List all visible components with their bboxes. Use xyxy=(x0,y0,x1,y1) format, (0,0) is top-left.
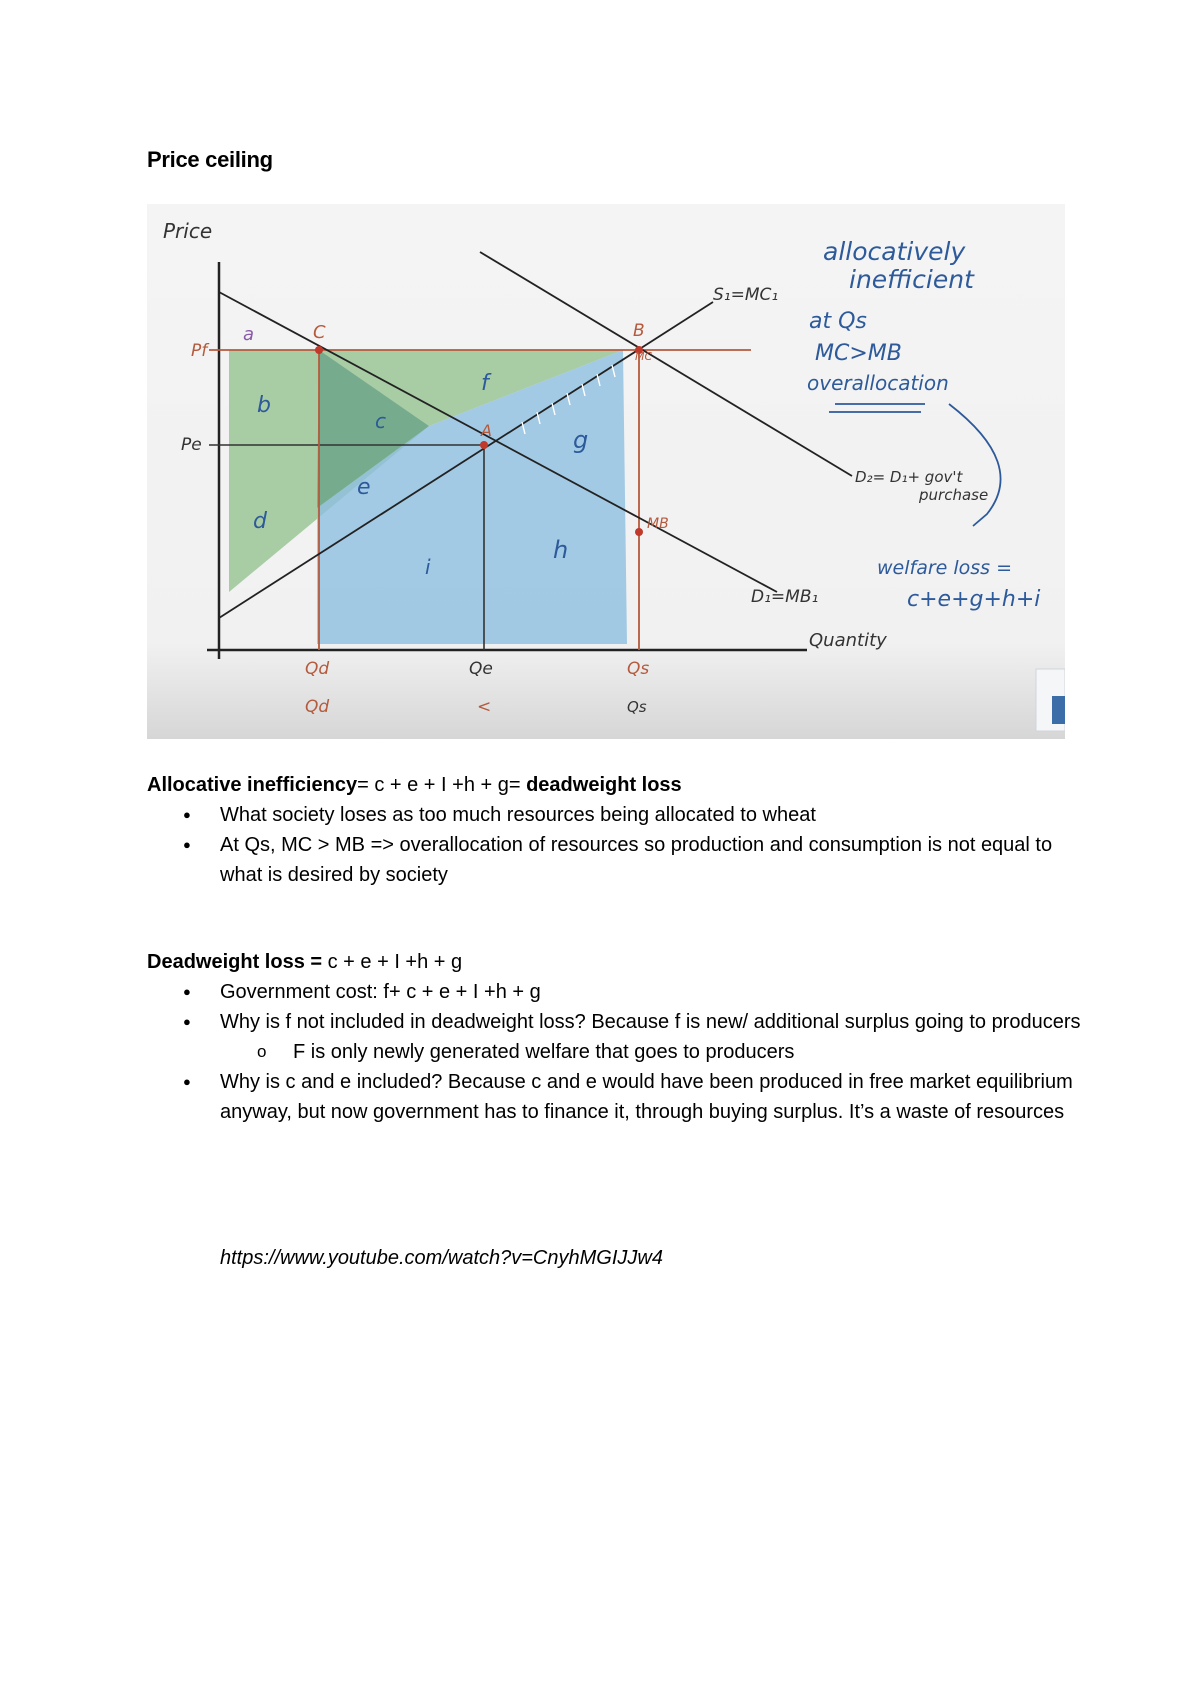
point-c xyxy=(315,346,323,354)
sub-list-item: o F is only newly generated welfare that goes to producers xyxy=(220,1037,1087,1067)
note-welfare-loss: welfare loss = xyxy=(877,557,1013,579)
note-mc-greater-mb: MC>MB xyxy=(815,341,902,366)
x-tick-qe: Qe xyxy=(469,659,493,679)
label-d2: D₂= D₁+ gov't xyxy=(855,468,963,486)
area-label-f: f xyxy=(481,371,489,396)
price-label-pf: Pf xyxy=(191,341,208,361)
label-point-b: B xyxy=(633,321,645,341)
x-axis-label: Quantity xyxy=(809,630,887,651)
area-label-c: c xyxy=(375,409,386,433)
list-item: ● At Qs, MC > MB => overallocation of resources so production and consumption is not equal to what is desired by society xyxy=(147,830,1087,890)
area-label-b: b xyxy=(257,393,271,418)
video-corner-logo xyxy=(1052,696,1065,724)
label-point-a: A xyxy=(481,421,492,440)
label-d2-purchase: purchase xyxy=(919,486,989,504)
x-tick-qd-below: Qd xyxy=(305,697,330,717)
point-mb xyxy=(635,528,643,536)
note-at-qs: at Qs xyxy=(809,309,867,334)
x-tick-qd: Qd xyxy=(305,659,330,679)
x-tick-qs: Qs xyxy=(627,659,650,679)
label-point-c: C xyxy=(313,322,326,343)
section2-bullets xyxy=(147,977,1087,1127)
section2-heading: Deadweight loss = c + e + I +h + g xyxy=(147,951,463,973)
area-label-g: g xyxy=(573,426,589,454)
area-label-e: e xyxy=(357,475,371,500)
list-item: ● Why is f not included in deadweight loss? Because f is new/ additional surplus going to producers xyxy=(147,1007,1087,1037)
x-tick-qs-below: Qs xyxy=(627,698,647,716)
price-ceiling-diagram xyxy=(147,204,1065,739)
area-label-h: h xyxy=(553,536,569,564)
price-label-pe: Pe xyxy=(181,435,202,455)
area-label-d: d xyxy=(253,509,267,534)
area-label-i: i xyxy=(425,555,431,579)
label-d1-mb1: D₁=MB₁ xyxy=(751,587,819,607)
list-item: ● What society loses as too much resources being allocated to wheat xyxy=(147,800,1087,830)
point-a xyxy=(480,441,488,449)
label-mc: MC xyxy=(635,350,653,363)
y-axis-label: Price xyxy=(163,219,213,243)
note-c-e-g-h-i: c+e+g+h+i xyxy=(907,587,1041,612)
area-label-a: a xyxy=(243,324,255,345)
diagram-svg xyxy=(147,204,1065,739)
section-deadweight-loss xyxy=(147,947,1087,1127)
sub-list-container xyxy=(147,1037,1087,1067)
note-overallocation: overallocation xyxy=(807,371,949,395)
x-tick-less-than: < xyxy=(477,697,492,717)
list-item: ● Why is c and e included? Because c and e would have been produced in free market equilibrium anyway, but now government has to finance it, through buying surplus. It’s a waste of resources xyxy=(147,1067,1087,1127)
youtube-link[interactable]: https://www.youtube.com/watch?v=CnyhMGIJJw4 xyxy=(220,1247,663,1269)
section-allocative-inefficiency xyxy=(147,770,1087,890)
label-s1-mc1: S₁=MC₁ xyxy=(713,285,779,305)
page-title: Price ceiling xyxy=(147,147,273,172)
section1-bullets xyxy=(147,800,1087,890)
list-item: ● Government cost: f+ c + e + I +h + g xyxy=(147,977,1087,1007)
label-mb: MB xyxy=(647,516,669,532)
section1-heading: Allocative inefficiency= c + e + I +h + g= deadweight loss xyxy=(147,774,682,796)
note-inefficient: inefficient xyxy=(849,265,974,294)
note-allocatively: allocatively xyxy=(823,237,966,266)
